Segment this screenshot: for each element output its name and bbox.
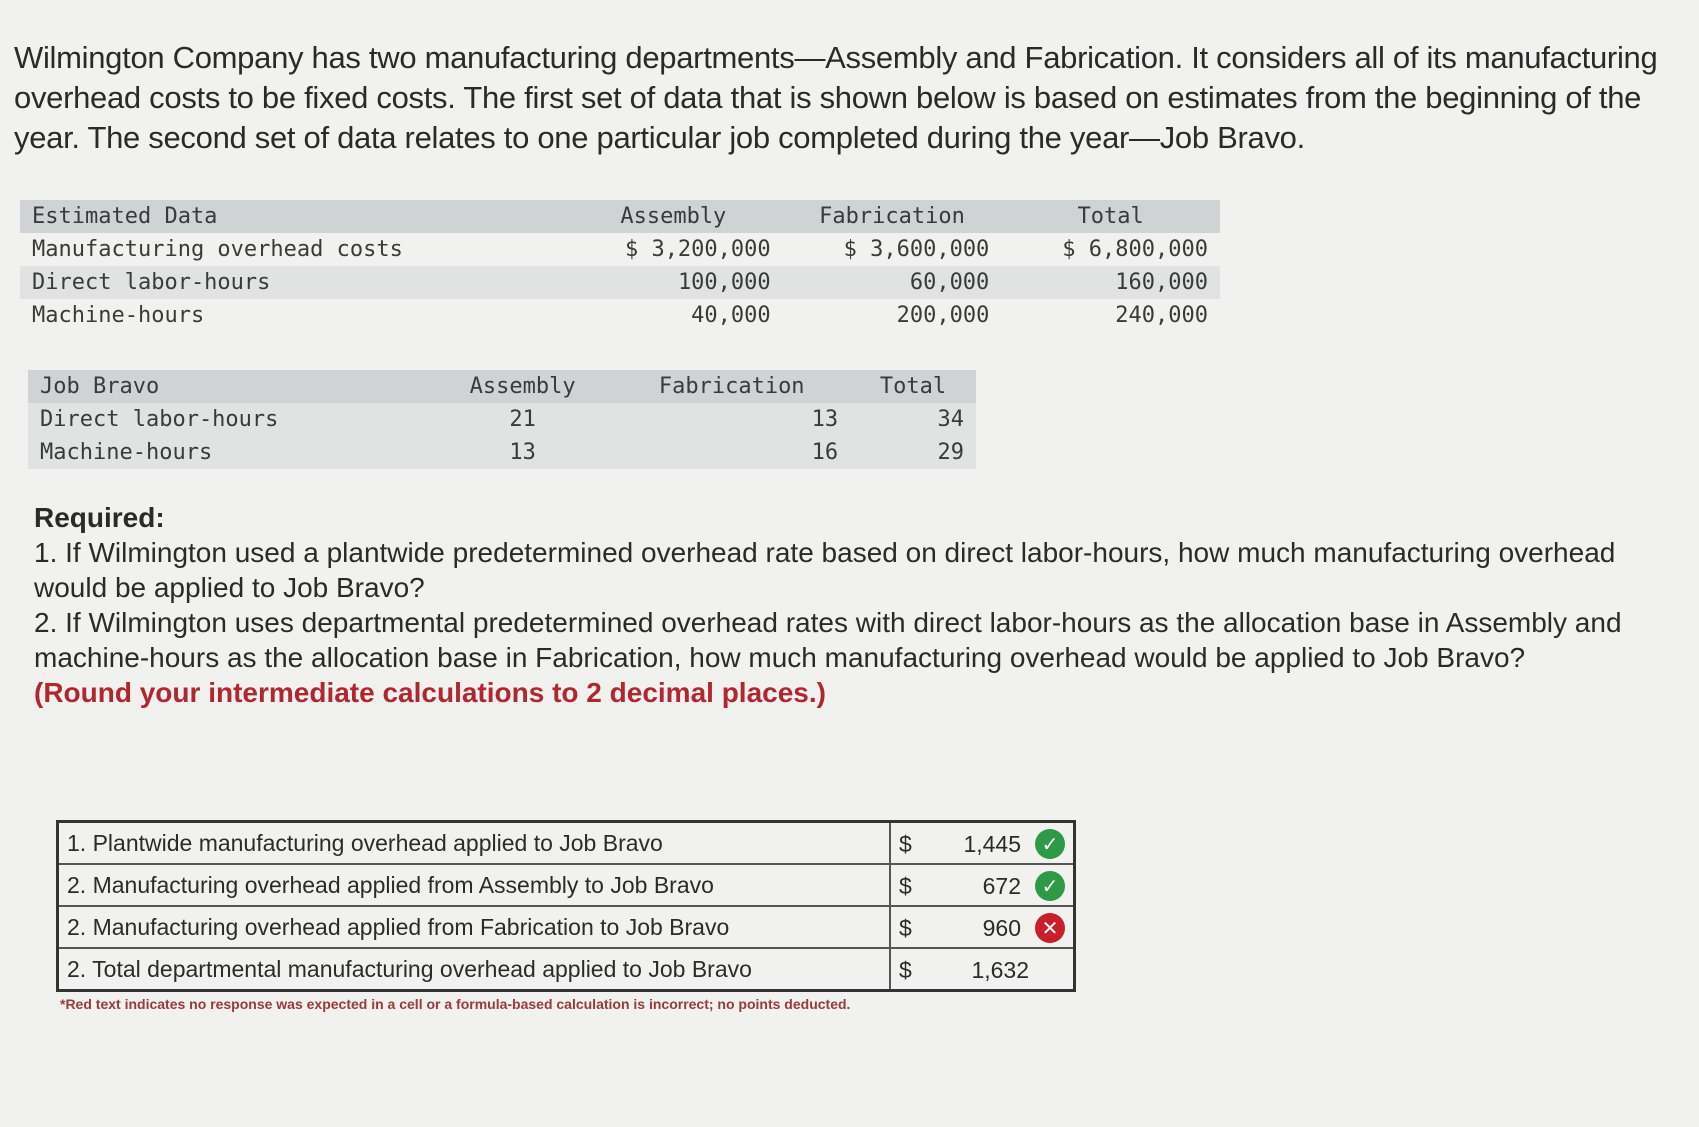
cell-value: 200,000 xyxy=(896,303,990,328)
answer-cell[interactable] xyxy=(890,864,1075,906)
table-row xyxy=(20,266,1220,299)
answer-table xyxy=(56,820,1076,992)
rounding-instruction: (Round your intermediate calculations to 2 decimal places.) xyxy=(34,677,826,708)
answer-cell[interactable] xyxy=(890,906,1075,948)
answer-row xyxy=(58,948,1075,991)
col-header: Assembly xyxy=(432,370,613,403)
row-label: Direct labor-hours xyxy=(20,266,564,299)
x-mark-icon: ✕ xyxy=(1035,913,1065,943)
answer-label: 2. Total departmental manufacturing overhead applied to Job Bravo xyxy=(58,948,890,991)
cell-value: 13 xyxy=(432,436,613,469)
answer-label: 2. Manufacturing overhead applied from Assembly to Job Bravo xyxy=(58,864,890,906)
row-label: Machine-hours xyxy=(28,436,432,469)
required-title: Required: xyxy=(34,502,165,533)
cell-value: $ 3,200,000 xyxy=(624,237,771,262)
col-header: Assembly xyxy=(564,200,783,233)
answer-value: 1,632 xyxy=(971,957,1029,983)
cell-value: $ 6,800,000 xyxy=(1062,237,1208,262)
estimated-data-table xyxy=(20,200,1220,332)
currency-symbol: $ xyxy=(898,957,912,983)
question-2: 2. If Wilmington uses departmental predetermined overhead rates with direct labor-hours as the allocation base in Assembly and machine-hours as the allocation base in Fabrication, how much manufacturing overhead would be applied to Job Bravo? xyxy=(34,607,1622,673)
currency-symbol: $ xyxy=(898,915,912,941)
cell-value: 16 xyxy=(613,436,850,469)
table-row xyxy=(28,403,976,436)
currency-symbol: $ xyxy=(898,831,912,857)
answer-row xyxy=(58,906,1075,948)
table-header-row xyxy=(20,200,1220,233)
row-label: Manufacturing overhead costs xyxy=(32,237,403,262)
cell-value: 34 xyxy=(850,403,976,436)
answer-cell xyxy=(890,948,1075,991)
question-1: 1. If Wilmington used a plantwide predetermined overhead rate based on direct labor-hours, how much manufacturing overhead would be applied to Job Bravo? xyxy=(34,537,1616,603)
answer-label: 1. Plantwide manufacturing overhead applied to Job Bravo xyxy=(58,822,890,865)
job-bravo-table xyxy=(28,370,976,469)
problem-intro: Wilmington Company has two manufacturing departments—Assembly and Fabrication. It considers all of its manufacturing overhead costs to be fixed costs. The first set of data that is shown below is based on estimates from the beginning of the year. The second set of data relates to one particular job completed during the year—Job Bravo. xyxy=(14,40,1658,155)
row-label: Machine-hours xyxy=(32,303,205,328)
footnote: *Red text indicates no response was expected in a cell or a formula-based calculation is incorrect; no points deducted. xyxy=(60,996,851,1012)
table-header-row xyxy=(28,370,976,403)
col-header: Fabrication xyxy=(783,200,1002,233)
table-row xyxy=(20,299,1220,332)
answer-value[interactable]: 672 xyxy=(982,873,1021,899)
cell-value: 13 xyxy=(613,403,850,436)
col-header: Estimated Data xyxy=(20,200,564,233)
cell-value: $ 3,600,000 xyxy=(843,237,990,262)
col-header: Job Bravo xyxy=(28,370,432,403)
cell-value: 100,000 xyxy=(564,266,783,299)
table-row xyxy=(20,233,1220,266)
answer-value[interactable]: 1,445 xyxy=(963,831,1021,857)
answer-row xyxy=(58,864,1075,906)
col-header: Fabrication xyxy=(613,370,850,403)
cell-value: 40,000 xyxy=(691,303,771,328)
row-label: Direct labor-hours xyxy=(28,403,432,436)
col-header: Total xyxy=(1001,200,1220,233)
cell-value: 29 xyxy=(850,436,976,469)
required-section xyxy=(34,500,1674,710)
table-row xyxy=(28,436,976,469)
answer-row xyxy=(58,822,1075,865)
cell-value: 240,000 xyxy=(1115,303,1208,328)
answer-cell[interactable] xyxy=(890,822,1075,865)
answer-value[interactable]: 960 xyxy=(982,915,1021,941)
cell-value: 60,000 xyxy=(783,266,1002,299)
col-header: Total xyxy=(850,370,976,403)
cell-value: 160,000 xyxy=(1001,266,1220,299)
answer-label: 2. Manufacturing overhead applied from Fabrication to Job Bravo xyxy=(58,906,890,948)
check-icon: ✓ xyxy=(1035,871,1065,901)
currency-symbol: $ xyxy=(898,873,912,899)
cell-value: 21 xyxy=(432,403,613,436)
check-icon: ✓ xyxy=(1035,829,1065,859)
